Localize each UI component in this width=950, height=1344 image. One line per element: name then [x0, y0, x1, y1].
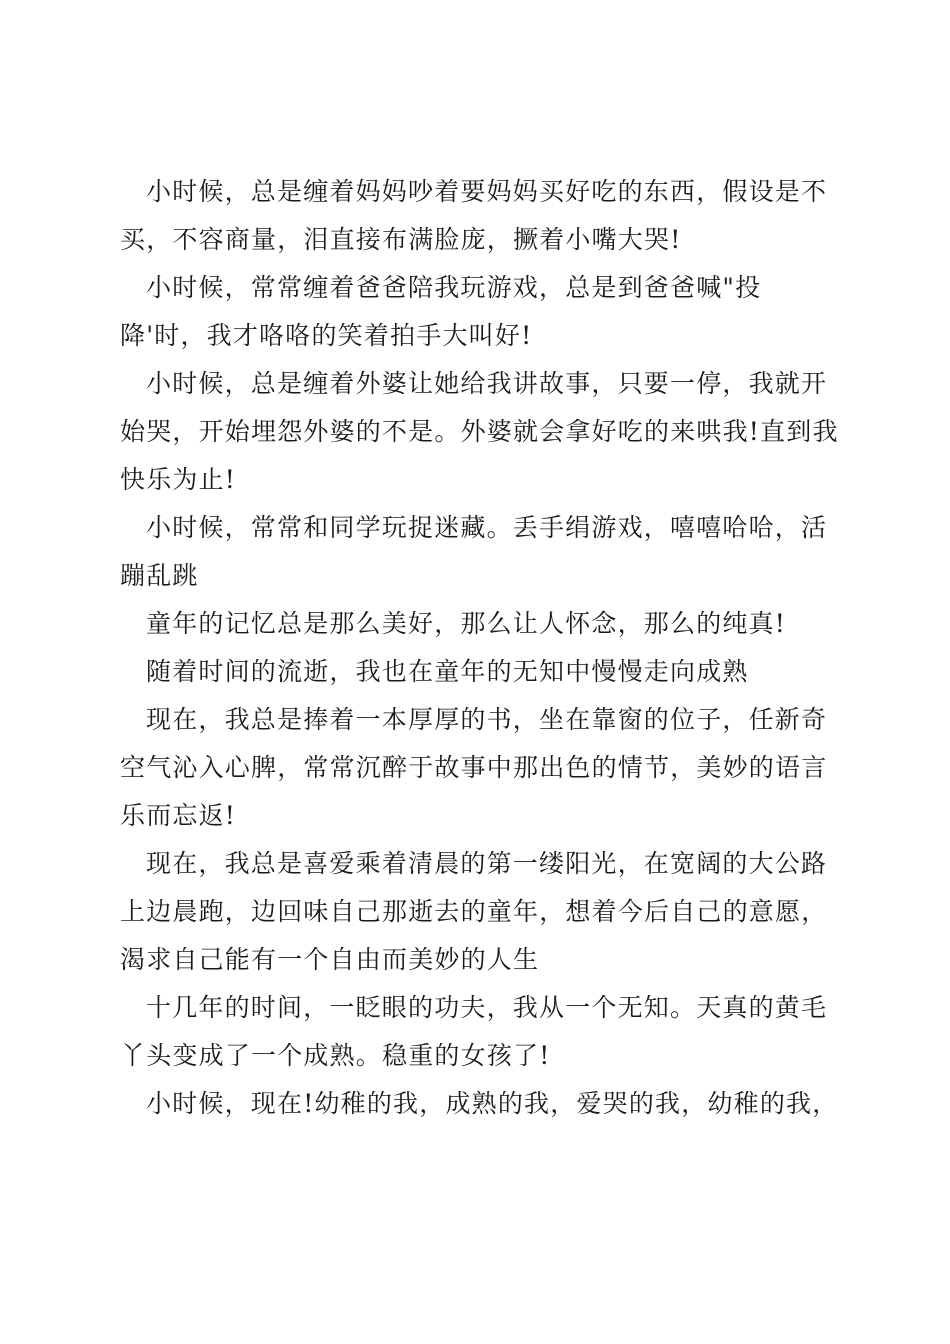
paragraph: 现在，我总是喜爱乘着清晨的第一缕阳光，在宽阔的大公路上边晨跑，边回味自己那逝去的童年，想着今后自己的意愿，渴求自己能有一个自由而美妙的人生 — [120, 849, 828, 974]
paragraph: 随着时间的流逝，我也在童年的无知中慢慢走向成熟 — [146, 657, 749, 686]
document-body — [120, 168, 840, 1128]
paragraph: 童年的记忆总是那么美好，那么让人怀念，那么的纯真! — [146, 609, 787, 638]
paragraph: 现在，我总是捧着一本厚厚的书，坐在靠窗的位子，任新奇空气沁入心脾，常常沉醉于故事中那出色的情节，美妙的语言乐而忘返! — [120, 705, 828, 830]
paragraph: 十几年的时间，一眨眼的功夫，我从一个无知。天真的黄毛丫头变成了一个成熟。稳重的女孩了! — [120, 993, 828, 1070]
paragraph: 小时候，常常缠着爸爸陪我玩游戏，总是到爸爸喊"投降'时，我才咯咯的笑着拍手大叫好! — [120, 273, 762, 350]
paragraph: 小时候，现在!幼稚的我，成熟的我，爱哭的我，幼稚的我， — [146, 1089, 839, 1118]
paragraph: 小时候，总是缠着妈妈吵着要妈妈买好吃的东西，假设是不买，不容商量，泪直接布满脸庞，撅着小嘴大哭! — [120, 177, 828, 254]
paragraph: 小时候，常常和同学玩捉迷藏。丢手绢游戏，嘻嘻哈哈，活蹦乱跳 — [120, 513, 828, 590]
paragraph: 小时候，总是缠着外婆让她给我讲故事，只要一停，我就开始哭，开始埋怨外婆的不是。外婆就会拿好吃的来哄我!直到我快乐为止! — [120, 369, 839, 494]
